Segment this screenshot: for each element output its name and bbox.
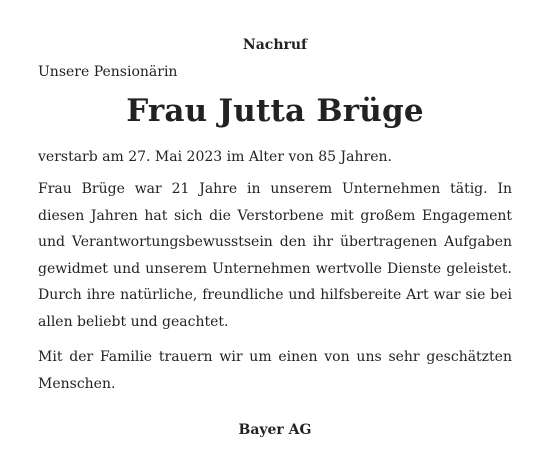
intro-line: Unsere Pensionärin [38,64,178,80]
deceased-name: Frau Jutta Brüge [126,93,424,129]
notice-heading: Nachruf [242,37,308,53]
death-date-line: verstarb am 27. Mai 2023 im Alter von 85 Jahren. [38,149,392,165]
company-signature: Bayer AG [238,422,312,438]
condolence-paragraph: Mit der Familie trauern wir um einen von uns sehr geschätzten Menschen. [38,349,512,392]
tribute-paragraph: Frau Brüge war 21 Jahre in unserem Unternehmen tätig. In diesen Jahren hat sich die Verstorbene mit großem Engagement und Verantwortungsbewusstsein den ihr übertragenen Aufgaben gewidmet und unserem Unternehmen wertvolle Dienste geleistet. Durch ihre natürliche, freundliche und hilfsbereite Art war sie bei allen beliebt und geachtet. [38,181,512,330]
